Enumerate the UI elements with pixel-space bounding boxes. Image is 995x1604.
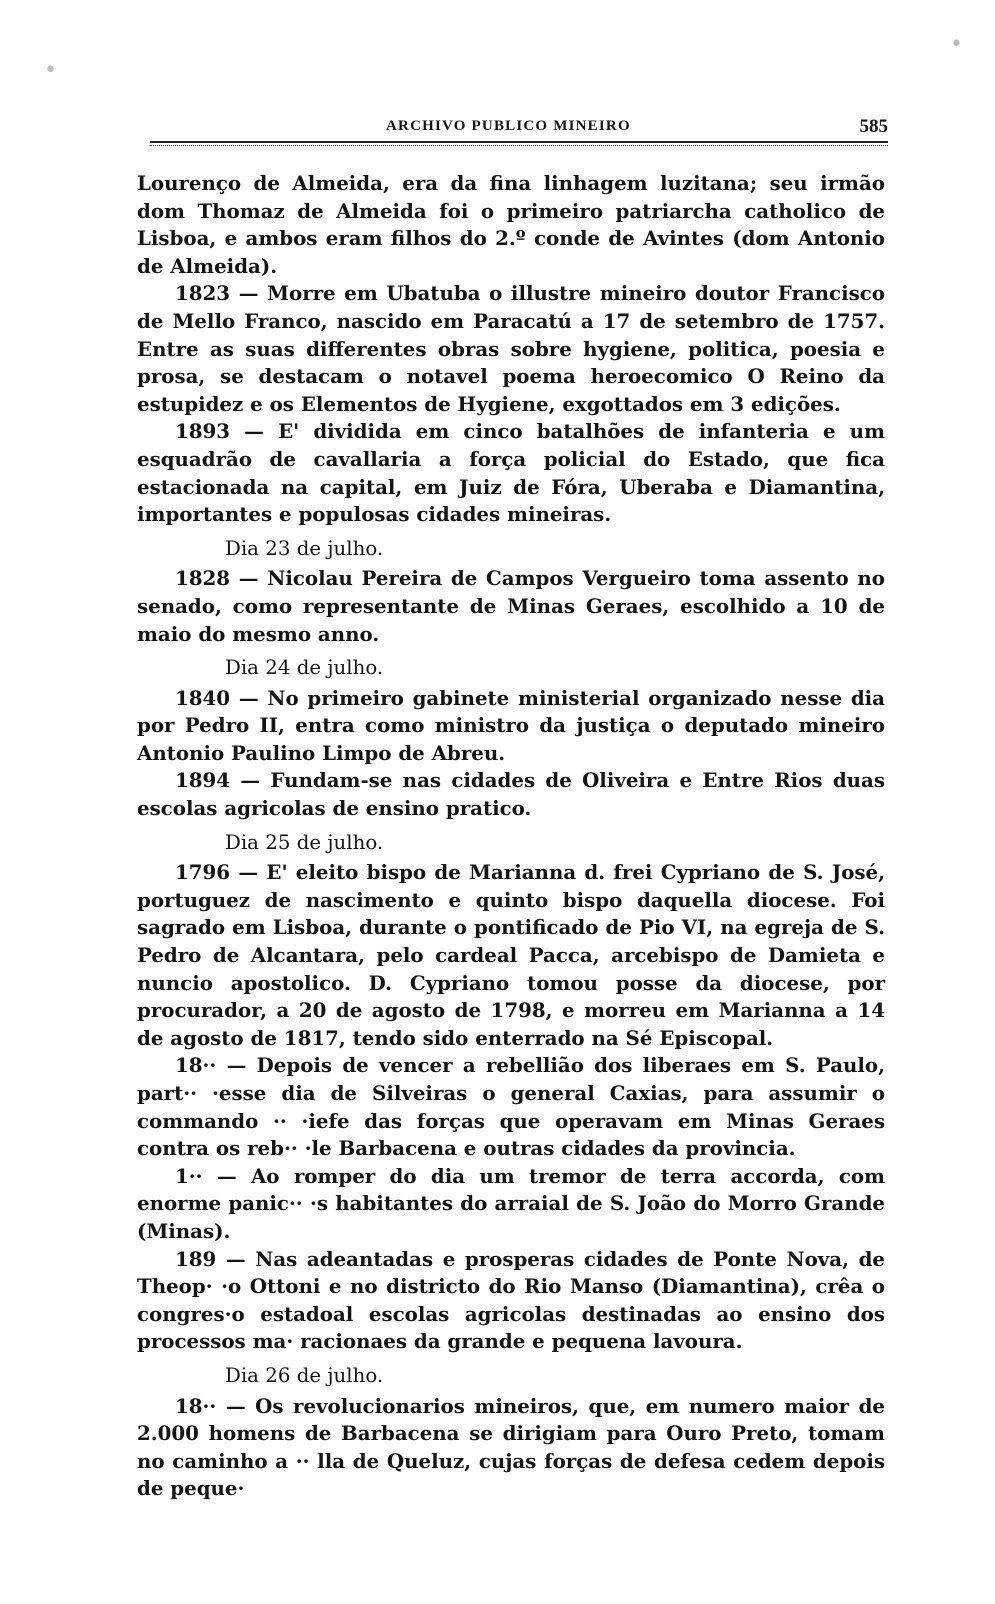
header-rule-dotted	[150, 145, 888, 146]
header-title: ARCHIVO PUBLICO MINEIRO	[386, 118, 631, 134]
paragraph: 189 — Nas adeantadas e prosperas cidades de Ponte Nova, de Theop· ·o Ottoni e no districto do Rio Manso (Diamantina), crêa o congres·o estadoal escolas agricolas destinadas ao ensino dos processos ma· racionaes da grande e pequena lavoura.	[137, 1246, 885, 1354]
paragraph: 1894 — Fundam-se nas cidades de Oliveira e Entre Rios duas escolas agricolas de ensino pratico.	[137, 768, 885, 821]
scan-speck: •	[44, 58, 57, 83]
paragraph: 1·· — Ao romper do dia um tremor de terra accorda, com enorme panic·· ·s habitantes do arraial de S. João do Morro Grande (Minas).	[137, 1163, 885, 1243]
paragraph: 1840 — No primeiro gabinete ministerial organizado nesse dia por Pedro II, entra como ministro da justiça o deputado mineiro Antonio Paulino Limpo de Abreu.	[137, 685, 885, 765]
running-header	[150, 118, 888, 148]
paragraph: 18·· — Depois de vencer a rebellião dos liberaes em S. Paulo, part·· ·esse dia de Silveiras o general Caxias, para assumir o commando ·· ·iefe das forças que operavam em Minas Geraes contra os reb·· ·le Barbacena e outras cidades da provincia.	[137, 1053, 885, 1161]
paragraph: 1796 — E' eleito bispo de Marianna d. frei Cypriano de S. José, portuguez de nascimento e quinto bispo daquella diocese. Foi sagrado em Lisboa, durante o pontificado de Pio VI, na egreja de S. Pedro de Alcantara, pelo cardeal Pacca, arcebispo de Damieta e nuncio apostolico. D. Cypriano tomou posse da diocese, por procurador, a 20 de agosto de 1798, e morreu em Marianna a 14 de agosto de 1817, tendo sido enterrado na Sé Episcopal.	[137, 860, 885, 1050]
date-heading: Dia 23 de julho.	[225, 536, 384, 560]
header-rule	[150, 141, 888, 143]
paragraph: 1823 — Morre em Ubatuba o illustre mineiro doutor Francisco de Mello Franco, nascido em Paracatú a 17 de setembro de 1757. Entre as suas differentes obras sobre hygiene, politica, poesia e prosa, se destacam o notavel poema heroecomico O Reino da estupidez e os Elementos de Hygiene, exgottados em 3 edições.	[137, 281, 885, 416]
paragraph: 18·· — Os revolucionarios mineiros, que, em numero maior de 2.000 homens de Barbacena se dirigiam para Ouro Preto, tomam no caminho a ·· lla de Queluz, cujas forças de defesa cedem depois de peque·	[137, 1393, 885, 1501]
scan-speck: •	[950, 32, 963, 57]
body-text	[137, 170, 885, 1503]
date-heading: Dia 25 de julho.	[225, 830, 384, 854]
paragraph: 1893 — E' dividida em cinco batalhões de infanteria e um esquadrão de cavallaria a força policial do Estado, que fica estacionada na capital, em Juiz de Fóra, Uberaba e Diamantina, importantes e populosas cidades mineiras.	[137, 419, 885, 527]
paragraph: 1828 — Nicolau Pereira de Campos Vergueiro toma assento no senado, como representante de Minas Geraes, escolhido a 10 de maio do mesmo anno.	[137, 566, 885, 646]
paragraph: Lourenço de Almeida, era da fina linhagem luzitana; seu irmão dom Thomaz de Almeida foi o primeiro patriarcha catholico de Lisboa, e ambos eram filhos do 2.º conde de Avintes (dom Antonio de Almeida).	[137, 171, 885, 278]
date-heading: Dia 24 de julho.	[225, 656, 384, 680]
date-heading: Dia 26 de julho.	[225, 1363, 384, 1387]
page-number: 585	[859, 116, 888, 137]
